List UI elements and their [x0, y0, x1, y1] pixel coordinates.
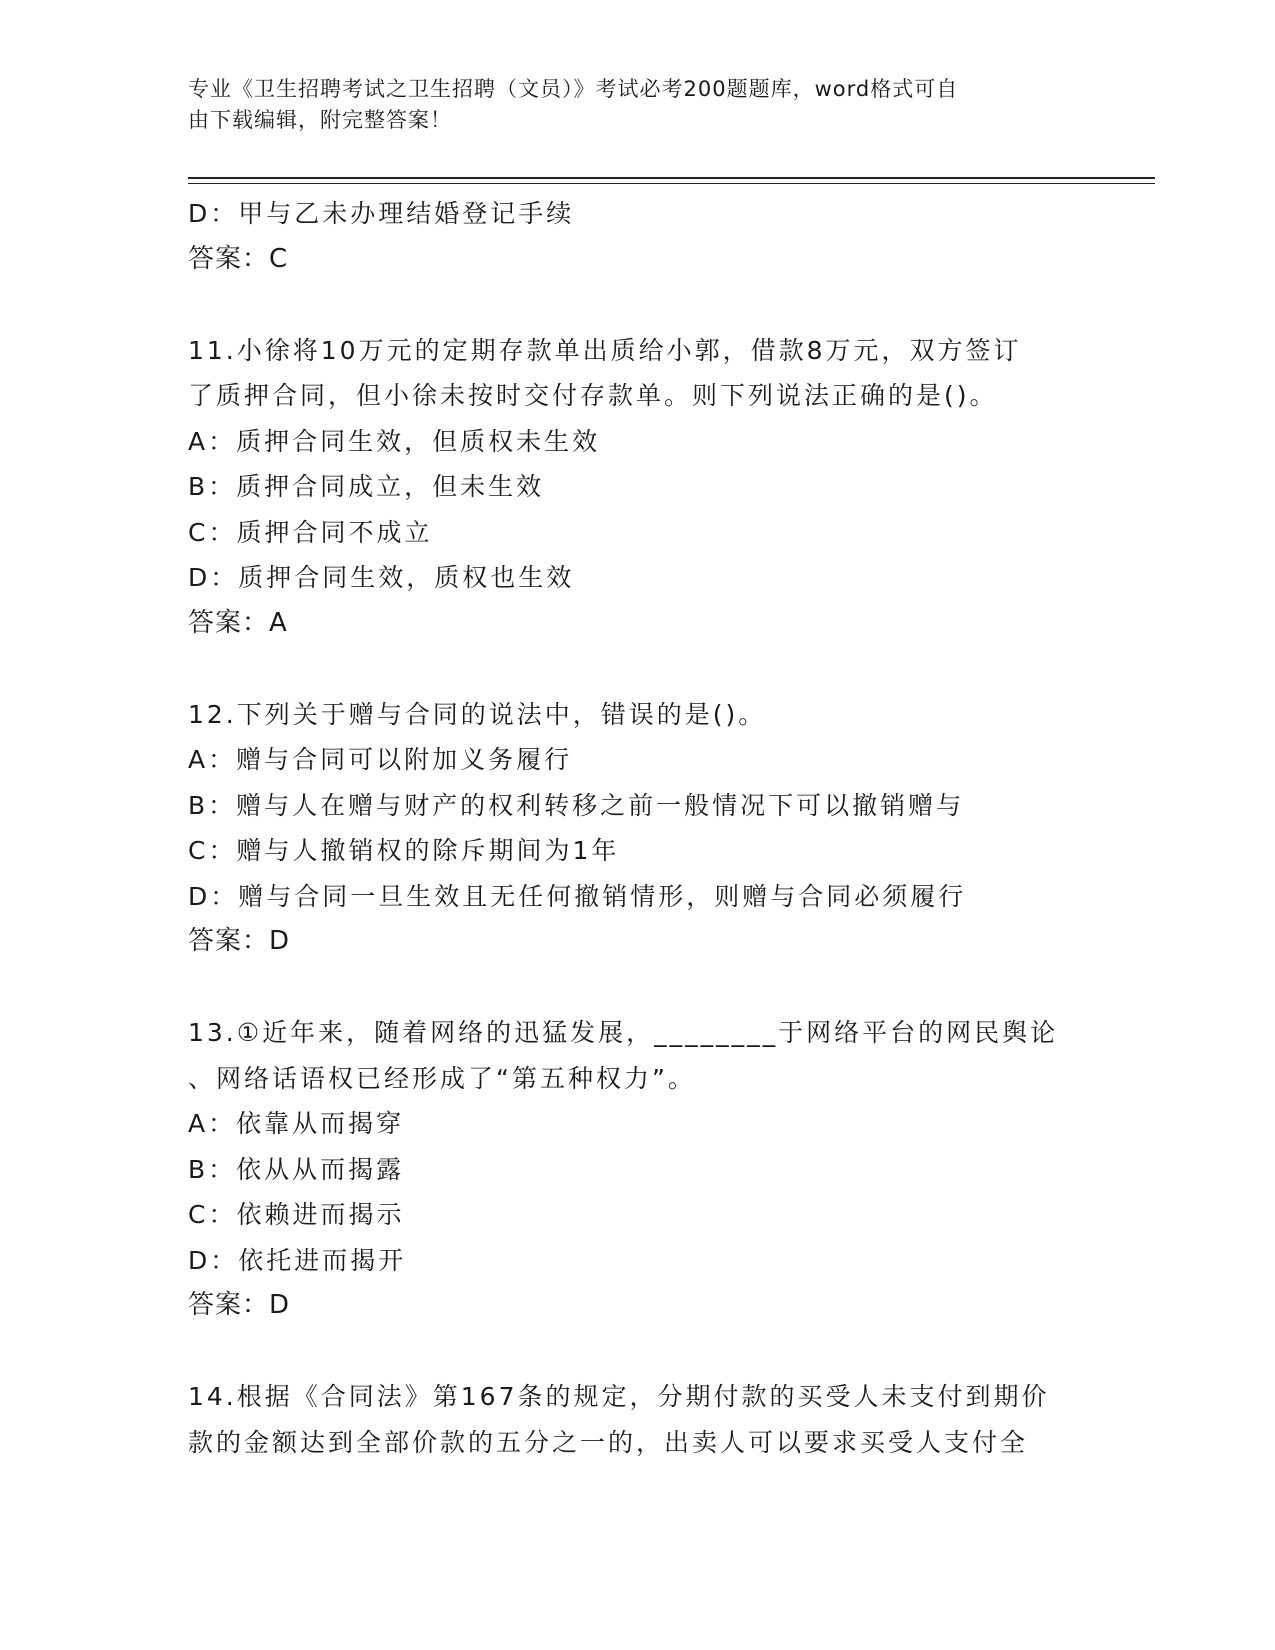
- spacer: [188, 965, 1088, 1011]
- option-a: A：依靠从而揭穿: [188, 1109, 405, 1138]
- spacer: [188, 1329, 1088, 1375]
- question-stem-line: 、网络话语权已经形成了“第五种权力”。: [188, 1063, 696, 1093]
- header-divider-thin: [188, 183, 1155, 184]
- option-d: D：赠与合同一旦生效且无任何撤销情形，则赠与合同必须履行: [188, 881, 967, 911]
- question-stem-line: 13.①近年来，随着网络的迅猛发展，________于网络平台的网民舆论: [188, 1018, 1059, 1047]
- question-12: [188, 692, 1088, 965]
- question-13: [188, 1010, 1088, 1329]
- option-a: A：赠与合同可以附加义务履行: [188, 745, 573, 774]
- option-d: D：依托进而揭开: [188, 1245, 407, 1275]
- option-b: B：赠与人在赠与财产的权利转移之前一般情况下可以撤销赠与: [188, 790, 965, 820]
- option-b: B：质押合同成立，但未生效: [188, 472, 545, 501]
- option-d: D：质押合同生效，质权也生效: [188, 563, 575, 592]
- option-c: C：质押合同不成立: [188, 517, 433, 547]
- spacer: [188, 282, 1088, 328]
- header-line-1: 专业《卫生招聘考试之卫生招聘（文员）》考试必考200题题库，word格式可自: [188, 77, 959, 101]
- option-d: D：甲与乙未办理结婚登记手续: [188, 199, 575, 228]
- question-stem-line: 11.小徐将10万元的定期存款单出质给小郭，借款8万元，双方签订: [188, 335, 1022, 365]
- answer-line: 答案：A: [188, 607, 288, 638]
- document-body: [188, 191, 1088, 1465]
- question-14: [188, 1374, 1088, 1465]
- question-stem-line: 了质押合同，但小徐未按时交付存款单。则下列说法正确的是()。: [188, 381, 998, 410]
- answer-line: 答案：C: [188, 243, 289, 274]
- question-stem-line: 12.下列关于赠与合同的说法中，错误的是()。: [188, 699, 767, 729]
- question-stem-line: 款的金额达到全部价款的五分之一的，出卖人可以要求买受人支付全: [188, 1427, 1029, 1457]
- header-line-2: 由下载编辑，附完整答案！: [188, 108, 452, 132]
- answer-line: 答案：D: [188, 1290, 291, 1320]
- option-c: C：依赖进而揭示: [188, 1200, 405, 1229]
- question-11: [188, 328, 1088, 647]
- option-b: B：依从从而揭露: [188, 1154, 405, 1184]
- option-a: A：质押合同生效，但质权未生效: [188, 426, 601, 456]
- spacer: [188, 646, 1088, 692]
- page-header: [188, 74, 1088, 136]
- option-c: C：赠与人撤销权的除斥期间为1年: [188, 836, 620, 865]
- answer-line: 答案：D: [188, 926, 291, 956]
- header-divider-thick: [188, 177, 1155, 179]
- question-stem-line: 14.根据《合同法》第167条的规定，分期付款的买受人未支付到期价: [188, 1382, 1050, 1411]
